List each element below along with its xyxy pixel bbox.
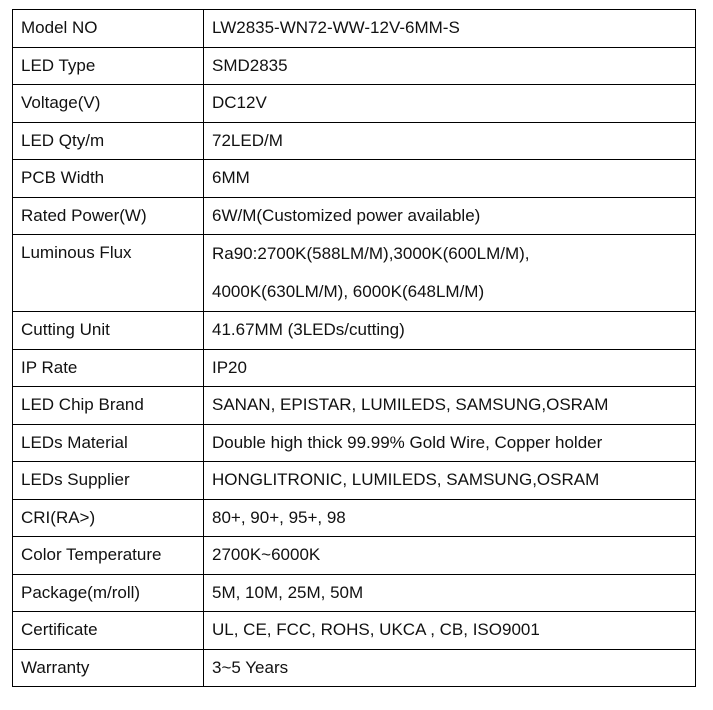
spec-table [12, 9, 696, 687]
table-row [13, 197, 696, 235]
table-row [13, 612, 696, 650]
spec-value-cutting-unit: 41.67MM (3LEDs/cutting) [204, 312, 696, 350]
spec-value-color-temperature: 2700K~6000K [204, 537, 696, 575]
spec-label-model-no: Model NO [13, 10, 204, 48]
spec-value-luminous-flux [204, 235, 696, 312]
spec-label-voltage: Voltage(V) [13, 85, 204, 123]
spec-label-package: Package(m/roll) [13, 574, 204, 612]
table-row [13, 235, 696, 312]
spec-value-package: 5M, 10M, 25M, 50M [204, 574, 696, 612]
spec-label-luminous-flux: Luminous Flux [13, 235, 204, 312]
table-row [13, 47, 696, 85]
spec-value-rated-power: 6W/M(Customized power available) [204, 197, 696, 235]
table-row [13, 462, 696, 500]
spec-label-warranty: Warranty [13, 649, 204, 687]
spec-label-ip-rate: IP Rate [13, 349, 204, 387]
table-row [13, 424, 696, 462]
spec-value-model-no: LW2835-WN72-WW-12V-6MM-S [204, 10, 696, 48]
spec-value-warranty: 3~5 Years [204, 649, 696, 687]
spec-value-leds-material: Double high thick 99.99% Gold Wire, Copper holder [204, 424, 696, 462]
spec-label-leds-material: LEDs Material [13, 424, 204, 462]
spec-label-led-type: LED Type [13, 47, 204, 85]
spec-label-led-qty: LED Qty/m [13, 122, 204, 160]
spec-label-color-temperature: Color Temperature [13, 537, 204, 575]
spec-label-certificate: Certificate [13, 612, 204, 650]
table-row [13, 387, 696, 425]
spec-label-cutting-unit: Cutting Unit [13, 312, 204, 350]
spec-value-leds-supplier: HONGLITRONIC, LUMILEDS, SAMSUNG,OSRAM [204, 462, 696, 500]
table-row [13, 349, 696, 387]
spec-value-voltage: DC12V [204, 85, 696, 123]
spec-value-led-type: SMD2835 [204, 47, 696, 85]
spec-label-leds-supplier: LEDs Supplier [13, 462, 204, 500]
spec-value-led-qty: 72LED/M [204, 122, 696, 160]
table-row [13, 312, 696, 350]
table-row [13, 160, 696, 198]
spec-label-led-chip-brand: LED Chip Brand [13, 387, 204, 425]
spec-value-certificate: UL, CE, FCC, ROHS, UKCA , CB, ISO9001 [204, 612, 696, 650]
spec-value-pcb-width: 6MM [204, 160, 696, 198]
spec-value-cri: 80+, 90+, 95+, 98 [204, 499, 696, 537]
table-row [13, 10, 696, 48]
luminous-flux-line-2: 4000K(630LM/M), 6000K(648LM/M) [212, 282, 485, 301]
table-row [13, 649, 696, 687]
spec-label-pcb-width: PCB Width [13, 160, 204, 198]
table-row [13, 537, 696, 575]
spec-label-rated-power: Rated Power(W) [13, 197, 204, 235]
table-row [13, 499, 696, 537]
table-row [13, 574, 696, 612]
table-row [13, 122, 696, 160]
spec-label-cri: CRI(RA>) [13, 499, 204, 537]
table-row [13, 85, 696, 123]
spec-value-led-chip-brand: SANAN, EPISTAR, LUMILEDS, SAMSUNG,OSRAM [204, 387, 696, 425]
spec-value-ip-rate: IP20 [204, 349, 696, 387]
luminous-flux-line-1: Ra90:2700K(588LM/M),3000K(600LM/M), [212, 244, 530, 263]
